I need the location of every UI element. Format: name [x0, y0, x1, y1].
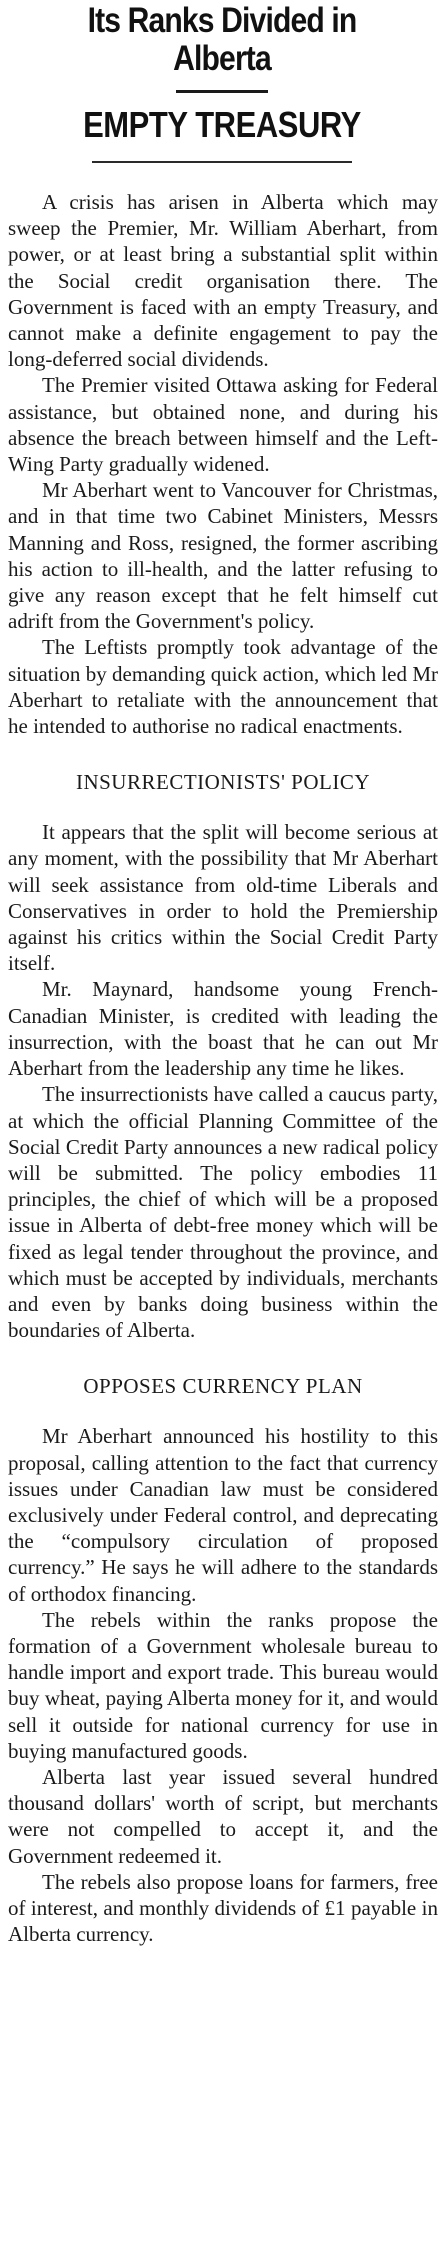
section-insurrectionists	[8, 819, 438, 1343]
subheadline-divider	[92, 161, 352, 163]
section-heading-currency: OPPOSES CURRENCY PLAN	[83, 1374, 363, 1399]
paragraph: Mr Aberhart announced his hostility to this proposal, calling attention to the fact that currency issues under Canadian law must be considered exclusively under Federal control, and deprecating the “compulsory circulation of proposed currency.” He says he will adhere to the standards of orthodox financing.	[8, 1424, 438, 1606]
headline-divider	[176, 90, 268, 93]
paragraph: The rebels also propose loans for farmers, free of interest, and monthly dividends of £1 payable in Alberta currency.	[8, 1869, 438, 1947]
headline	[31, 2, 413, 78]
paragraph: A crisis has arisen in Alberta which may sweep the Premier, Mr. William Aberhart, from power, or at least bring a substantial split within the Social credit organisation there. The Government is faced with an empty Treasury, and cannot make a definite engagement to pay the long-deferred social dividends.	[8, 190, 438, 372]
headline-line-1: Its Ranks Divided in	[87, 1, 357, 40]
paragraph: The Leftists promptly took advantage of the situation by demanding quick action, which led Mr Aberhart to retaliate with the announcement that he intended to authorise no radical enactments.	[8, 635, 438, 739]
section-heading-insurrectionists: INSURRECTIONISTS' POLICY	[75, 770, 371, 795]
headline-line-2: Alberta	[173, 39, 271, 78]
paragraph: Mr Aberhart went to Vancouver for Christmas, and in that time two Cabinet Ministers, Messrs Manning and Ross, resigned, the former ascribing his action to ill-health, and the latter refusing to give any reason except that he felt himself cut adrift from the Government's policy.	[8, 478, 438, 634]
paragraph: Alberta last year issued several hundred thousand dollars' worth of script, but merchants were not compelled to accept it, and the Government redeemed it.	[8, 1764, 438, 1868]
subheadline: EMPTY TREASURY	[83, 104, 361, 145]
article-body	[8, 189, 438, 1947]
paragraph: The insurrectionists have called a caucus party, at which the official Planning Committee of the Social Credit Party announces a new radical policy will be submitted. The policy embodies 11 principles, the chief of which will be a proposed issue in Alberta of debt-free money which will be fixed as legal tender throughout the province, and which must be accepted by individuals, merchants and even by banks doing business within the boundaries of Alberta.	[8, 1082, 438, 1343]
paragraph: It appears that the split will become serious at any moment, with the possibility that Mr Aberhart will seek assistance from old-time Liberals and Conservatives in order to hold the Premiership against his critics within the Social Credit Party itself.	[8, 820, 438, 976]
paragraph: The Premier visited Ottawa asking for Federal assistance, but obtained none, and during his absence the breach between himself and the Left-Wing Party gradually widened.	[8, 373, 438, 477]
paragraph: The rebels within the ranks propose the formation of a Government wholesale bureau to handle import and export trade. This bureau would buy wheat, paying Alberta money for it, and would sell it outside for national currency for use in buying manufactured goods.	[8, 1607, 438, 1763]
paragraph: Mr. Maynard, handsome young French-Canadian Minister, is credited with leading the insurrection, with the boast that he can out Mr Aberhart from the leadership any time he likes.	[8, 977, 438, 1081]
section-currency	[8, 1423, 438, 1947]
section-intro	[8, 189, 438, 739]
